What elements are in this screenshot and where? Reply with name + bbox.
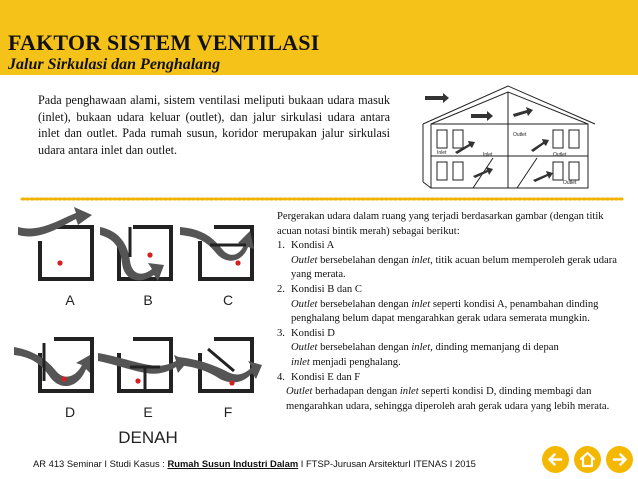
label-outlet-3: Outlet xyxy=(563,180,577,186)
list-item: 2. Kondisi B dan C Outlet bersebelahan dengan inlet seperti kondisi A, penambahan dinding penghalang belum dapat mengarahkan gerak udara semerata mungkin. xyxy=(277,283,629,327)
item-title: Kondisi D xyxy=(291,327,335,339)
page-subtitle: Jalur Sirkulasi dan Penghalang xyxy=(8,56,221,73)
case-label-a: A xyxy=(65,292,75,308)
case-e xyxy=(98,339,188,391)
case-d xyxy=(14,339,92,391)
dotted-divider xyxy=(20,197,625,201)
item-title: Kondisi E dan F xyxy=(291,371,361,383)
label-outlet-1: Outlet xyxy=(513,132,527,138)
home-button[interactable] xyxy=(574,446,601,473)
case-label-e: E xyxy=(143,404,153,420)
page-title: FAKTOR SISTEM VENTILASI xyxy=(8,30,320,55)
header-bar xyxy=(0,0,638,75)
case-label-f: F xyxy=(223,404,233,420)
home-icon xyxy=(574,446,601,473)
footer-case-study: Rumah Susun Industri Dalam xyxy=(167,458,299,469)
case-label-b: B xyxy=(143,292,153,308)
next-button[interactable] xyxy=(606,446,633,473)
label-inlet-1: Inlet xyxy=(437,150,447,156)
case-label-c: C xyxy=(222,292,234,308)
denah-figure xyxy=(0,205,272,455)
back-button[interactable] xyxy=(542,446,569,473)
list-item: 1. Kondisi A Outlet bersebelahan dengan inlet, titik acuan belum memperoleh gerak udara yang merata. xyxy=(277,239,629,283)
case-a xyxy=(18,207,92,279)
case-label-d: D xyxy=(64,404,76,420)
list-item: 4. Kondisi E dan F Outlet berhadapan dengan inlet seperti kondisi D, dinding membagi dan mengarahkan udara, sehingga diperoleh arah gerak udara yang lebih merata. xyxy=(277,371,629,415)
item-body: Outlet bersebelahan dengan inlet seperti kondisi A, penambahan dinding penghalang belum dapat mengarahkan gerak udara semerata mungkin. xyxy=(291,298,599,325)
case-b xyxy=(100,227,171,281)
explanation-intro: Pergerakan udara dalam ruang yang terjadi berdasarkan gambar (dengan titik acuan notasi bintik merah) sebagai berikut: xyxy=(277,211,604,237)
footer-text: AR 413 Seminar I Studi Kasus : Rumah Susun Industri Dalam I FTSP-Jurusan ArsitekturI ITENAS I 2015 xyxy=(33,458,476,469)
case-f xyxy=(178,339,262,391)
list-item: 3. Kondisi D Outlet bersebelahan dengan inlet, dinding memanjang di depan inlet menjadi penghalang. xyxy=(277,327,629,371)
item-body: Outlet bersebelahan dengan inlet, dinding memanjang di depan inlet menjadi penghalang. xyxy=(291,342,559,368)
label-outlet-2: Outlet xyxy=(553,152,567,158)
item-title: Kondisi B dan C xyxy=(291,283,362,295)
item-body: Outlet bersebelahan dengan inlet, titik acuan belum memperoleh gerak udara yang merata. xyxy=(291,254,617,281)
intro-paragraph: Pada penghawaan alami, sistem ventilasi meliputi bukaan udara masuk (inlet), bukaan udara keluar (outlet), dan jalur sirkulasi udara antara inlet dan outlet. Pada rumah susun, koridor merupakan jalur sirkulasi udara antara inlet dan outlet. xyxy=(38,93,390,157)
explanation-block xyxy=(277,210,629,414)
item-body: Outlet berhadapan dengan inlet seperti kondisi D, dinding membagi dan mengarahkan udara, sehingga diperoleh arah gerak udara yang lebih merata. xyxy=(286,386,610,412)
label-inlet-2: Inlet xyxy=(483,152,493,158)
arrow-left-icon xyxy=(542,446,569,473)
item-title: Kondisi A xyxy=(291,240,335,252)
case-c xyxy=(180,227,254,279)
denah-caption: DENAH xyxy=(118,428,178,447)
building-section-figure xyxy=(413,84,605,190)
arrow-right-icon xyxy=(606,446,633,473)
